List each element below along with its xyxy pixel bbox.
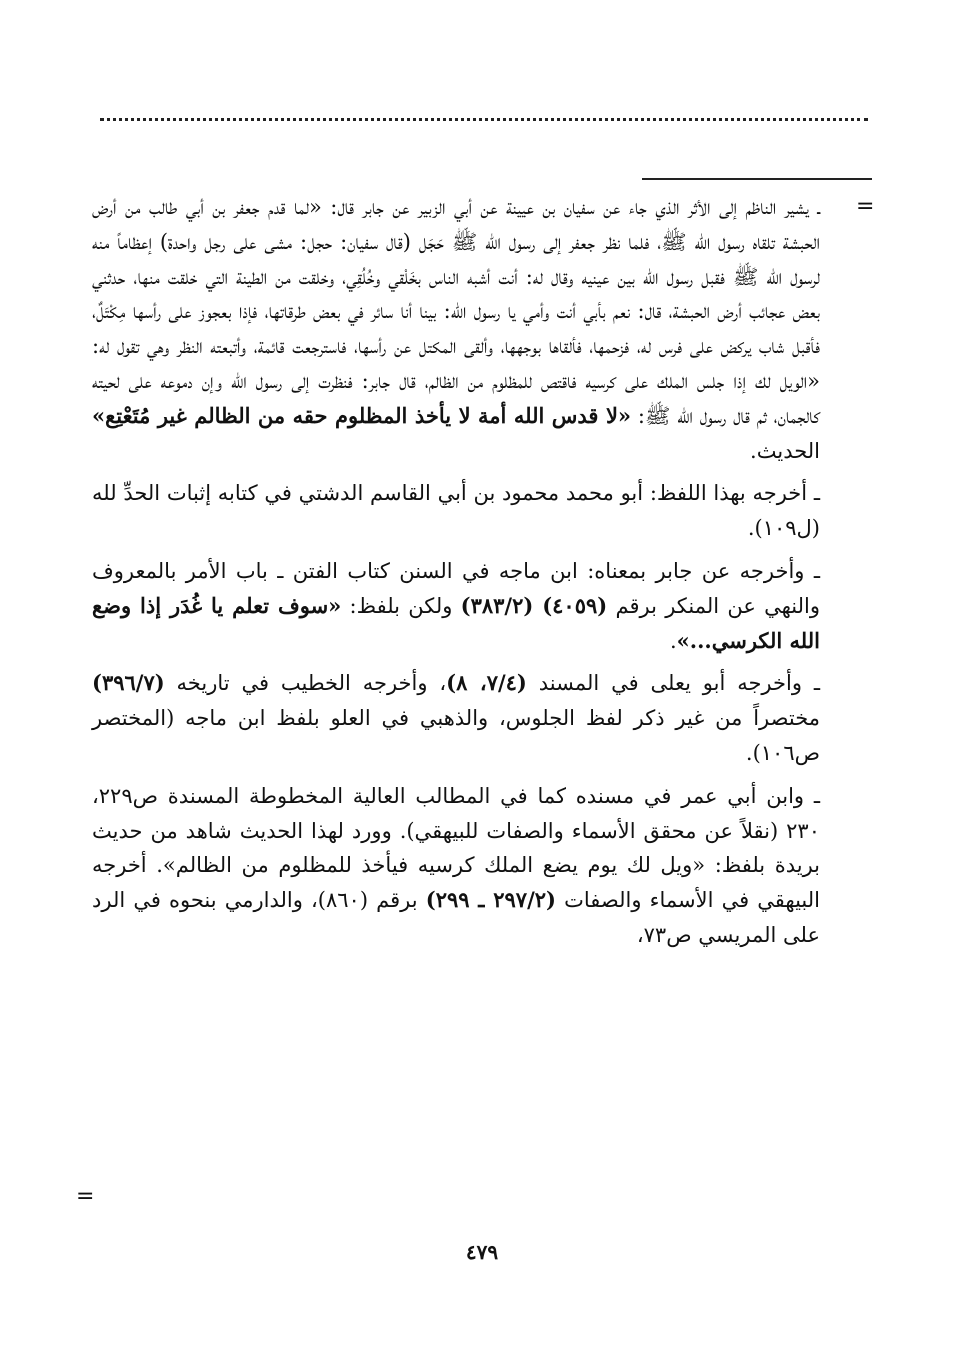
paragraph-5: [92, 779, 820, 953]
paragraph-3-quote-bold: «سوف تعلم يا غُدَر إذا وضع الله الكرسي...»: [92, 592, 820, 653]
paragraph-4-text-b: ، وأخرجه الخطيب في تاريخه: [164, 671, 447, 696]
paragraph-1-quote-bold: «لا قدس الله أمة لا يأخذ المظلوم حقه من الظالم غير مُتَعْتِع»: [92, 402, 632, 428]
paragraph-3-text-c: .: [669, 628, 677, 653]
paragraph-4-ref-bold-2: (٣٩٦/٧): [92, 670, 165, 696]
paragraph-1: [92, 190, 820, 468]
paragraph-4-ref-bold-1: (٧/٤، ٨): [446, 670, 527, 696]
paragraph-5-ref-bold: (٢٩٧/٢ ـ ٢٩٩): [425, 887, 556, 913]
paragraph-3-text-a: ـ وأخرجه عن جابر بمعناه: ابن ماجه في السنن كتاب الفتن ـ باب الأمر بالمعروف والنهي عن المنكر برقم: [92, 558, 821, 618]
footnote-text: [92, 190, 820, 961]
dotted-separator: [100, 118, 868, 121]
paragraph-4-text-c: مختصراً من غير ذكر لفظ الجلوس، والذهبي في العلو بلفظ ابن ماجه (المختصر ص١٠٦).: [92, 706, 820, 765]
paragraph-4-text-a: ـ وأخرجه أبو يعلى في المسند: [526, 671, 821, 696]
continuation-mark-top: =: [856, 194, 875, 219]
paragraph-4: [92, 666, 820, 770]
paragraph-1-text-b: الحديث.: [750, 438, 820, 463]
paragraph-3-ref-bold: (٤٠٥٩) (٣٨٣/٢): [460, 592, 608, 618]
paragraph-3: [92, 554, 820, 658]
footnote-separator: [642, 178, 872, 180]
paragraph-3-text-b: ولكن بلفظ:: [341, 593, 461, 618]
paragraph-1-text-a: ـ يشير الناظم إلى الأثر الذي جاء عن سفيان بن عيينة عن أبي الزبير عن جابر قال: «لما قدم جعفر بن أبي طالب من أرض الحبشة تلقاه رسول الله ﷺ، فلما نظر جعفر إلى رسول الله ﷺ حَجَل (قال سفيان: حجل: مشى على رجل واحدة) إعظاماً منه لرسول الله ﷺ فقبل رسول الله بين عينيه وقال له: أنت أشبه الناس بخَلْقي وخُلُقِي، وخلقت من الطينة التي خلقت منها، حدثني بعض عجائب أرض الحبشة، قال: نعم بأبي أنت وأمي يا رسول الله: بينا أنا سائر في بعض طرقاتها، فإذا بعجوز على رأسها مِكْتَلٌ، فأقبل شاب يركض على فرس له، فزحمها، فألقاها بوجهها، وألقى المكتل عن رأسها، فاسترجعت قائمة، وأتبعته النظر وهي تقول له: «الويل لك إذا جلس الملك على كرسيه فاقتص للمظلوم من الظالم، قال جابر: فنظرت إلى رسول الله وإن دموعه على لحيته كالجمان، ثم قال رسول الله ﷺ:: [92, 195, 820, 428]
continuation-mark-bottom: =: [76, 1184, 95, 1209]
paragraph-2-text: ـ أخرجه بهذا اللفظ: أبو محمد محمود بن أبي القاسم الدشتي في كتابه إثبات الحدِّ لله (ل١٠٩).: [92, 481, 820, 541]
paragraph-2: [92, 476, 820, 546]
paragraph-5-text-a: ـ وابن أبي عمر في مسنده كما في المطالب العالية المخطوطة المسندة ص٢٢٩، ٢٣٠ (نقلاً عن محقق الأسماء والصفات للبيهقي). وورد لهذا الحديث شاهد من حديث بريدة بلفظ: «ويل لك يوم يضع الملك كرسيه فيأخذ للمظلوم من الظالم». أخرجه البيهقي في الأسماء والصفات: [92, 783, 821, 913]
page-number: ٤٧٩: [465, 1240, 499, 1264]
paragraph-5-text-b: برقم (٨٦٠)، والدارمي بنحوه في الرد على المريسي ص٧٣،: [92, 888, 820, 947]
